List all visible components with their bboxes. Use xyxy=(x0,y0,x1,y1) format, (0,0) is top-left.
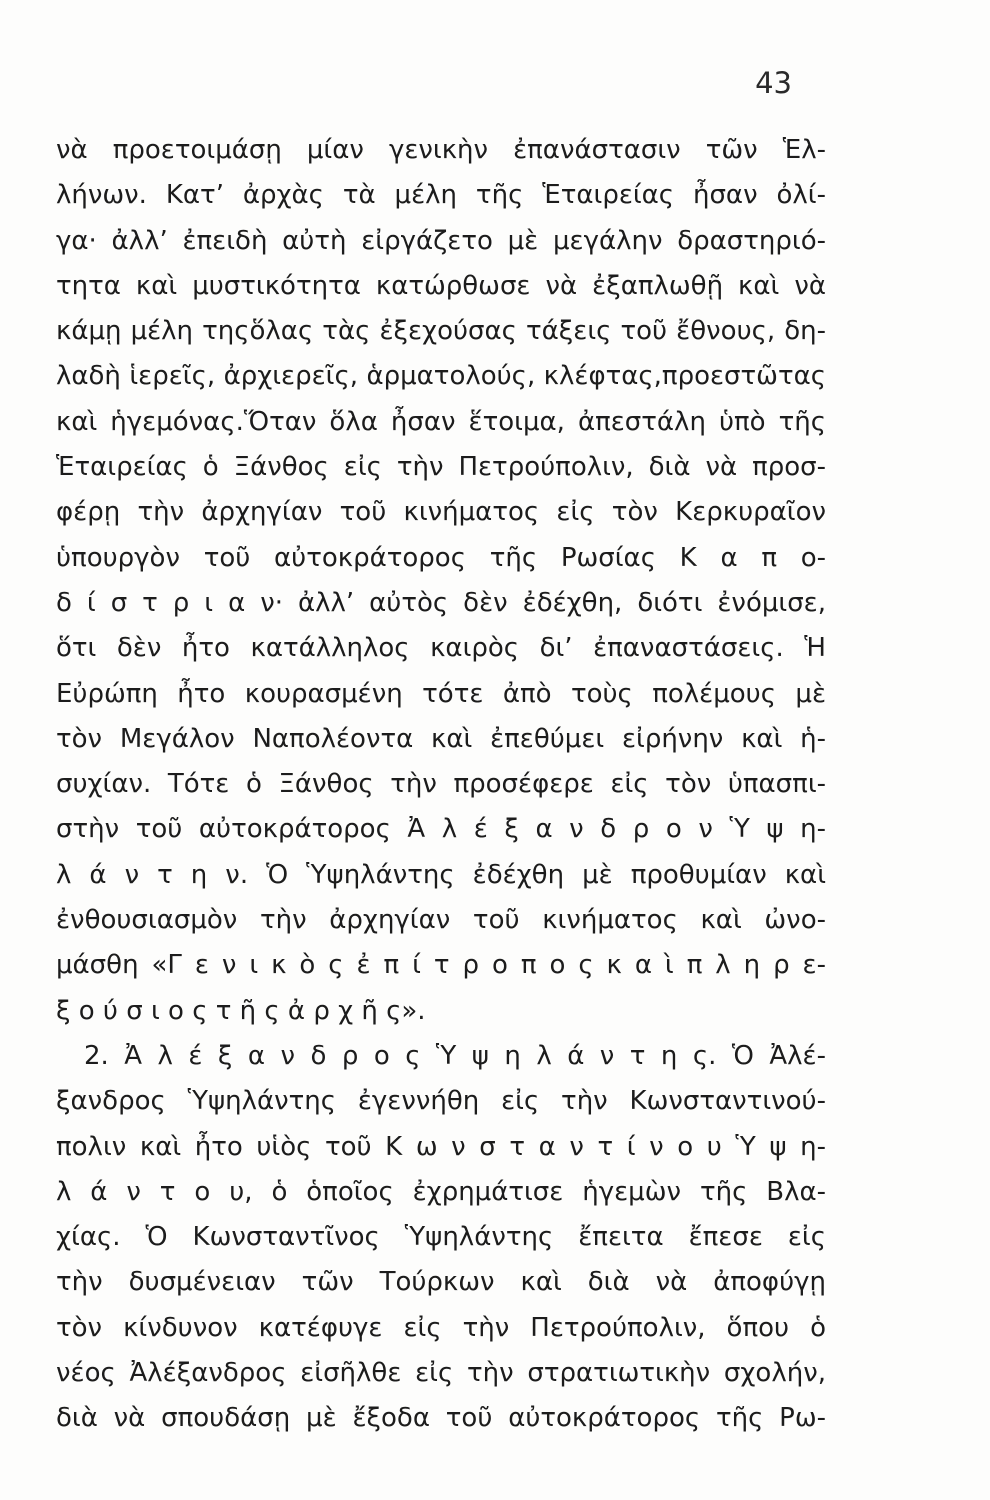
text-line: διὰ νὰ σπουδάσῃ μὲ ἔξοδα τοῦ αὐτοκράτορος τῆς Ρω- xyxy=(56,1403,826,1434)
text-line: συχίαν. Τότε ὁ Ξάνθος τὴν προσέφερε εἰς τὸν ὑπασπι- xyxy=(56,769,826,800)
text-line: δ ί σ τ ρ ι α ν· ἀλλ’ αὐτὸς δὲν ἐδέχθη, διότι ἐνόμισε, xyxy=(56,587,826,618)
text-line: κάμῃ μέλη τηςὅλας τὰς ἐξεχούσας τάξεις τοῦ ἔθνους, δη- xyxy=(56,316,826,347)
text-line: γα· ἀλλ’ ἐπειδὴ αὐτὴ εἰργάζετο μὲ μεγάλην δραστηριό- xyxy=(56,225,826,256)
text-line: νέος Ἀλέξανδρος εἰσῆλθε εἰς τὴν στρατιωτικὴν σχολήν, xyxy=(56,1358,826,1389)
text-line: ὅτι δὲν ἦτο κατάλληλος καιρὸς δι’ ἐπαναστάσεις. Ἡ xyxy=(56,633,826,664)
text-line: λήνων. Κατ’ ἀρχὰς τὰ μέλη τῆς Ἑταιρείας ἦσαν ὀλί- xyxy=(56,180,826,211)
text-line: τὸν κίνδυνον κατέφυγε εἰς τὴν Πετρούπολιν, ὅπου ὁ xyxy=(56,1312,826,1343)
text-line: στὴν τοῦ αὐτοκράτορος Ἀ λ έ ξ α ν δ ρ ο ν Ὑ ψ η- xyxy=(56,814,826,845)
text-line: ἐνθουσιασμὸν τὴν ἀρχηγίαν τοῦ κινήματος καὶ ὠνο- xyxy=(56,905,826,936)
text-line: ξανδρος Ὑψηλάντης ἐγεννήθη εἰς τὴν Κωνσταντινού- xyxy=(56,1086,826,1117)
text-line: χίας. Ὁ Κωνσταντῖνος Ὑψηλάντης ἔπειτα ἔπεσε εἰς xyxy=(56,1222,826,1253)
section-heading-line: 2. Ἀ λ έ ξ α ν δ ρ ο ς Ὑ ψ η λ ά ν τ η ς. Ὁ Ἀλέ- xyxy=(84,1040,826,1071)
text-line: τὴν δυσμένειαν τῶν Τούρκων καὶ διὰ νὰ ἀποφύγῃ xyxy=(56,1267,826,1298)
text-line: ὑπουργὸν τοῦ αὐτοκράτορος τῆς Ρωσίας Κ α π ο- xyxy=(56,542,826,573)
text-line: λαδὴ ἱερεῖς, ἀρχιερεῖς, ἁρματολούς, κλέφτας,προεστῶτας xyxy=(56,361,826,392)
text-line: λ ά ν τ ο υ, ὁ ὁποῖος ἐχρημάτισε ἡγεμὼν τῆς Βλα- xyxy=(56,1176,826,1207)
text-line: τητα καὶ μυστικότητα κατώρθωσε νὰ ἐξαπλωθῇ καὶ νὰ xyxy=(56,270,826,301)
text-line: μάσθη «Γ ε ν ι κ ὸ ς ἐ π ί τ ρ ο π ο ς κ α ὶ π λ η ρ ε- xyxy=(56,950,826,981)
page-number: 43 xyxy=(755,66,792,100)
text-line: λ ά ν τ η ν. Ὁ Ὑψηλάντης ἐδέχθη μὲ προθυμίαν καὶ xyxy=(56,859,826,890)
text-line: τὸν Μεγάλον Ναπολέοντα καὶ ἐπεθύμει εἰρήνην καὶ ἡ- xyxy=(56,723,826,754)
body-text xyxy=(56,128,826,1442)
text-line: πολιν καὶ ἦτο υἱὸς τοῦ Κ ω ν σ τ α ν τ ί ν ο υ Ὑ ψ η- xyxy=(56,1131,826,1162)
text-line: Εὐρώπη ἦτο κουρασμένη τότε ἀπὸ τοὺς πολέμους μὲ xyxy=(56,678,826,709)
text-line: νὰ προετοιμάσῃ μίαν γενικὴν ἐπανάστασιν τῶν Ἑλ- xyxy=(56,135,826,165)
text-line: Ἑταιρείας ὁ Ξάνθος εἰς τὴν Πετρούπολιν, διὰ νὰ προσ- xyxy=(56,452,826,483)
text-line: ξ ο ύ σ ι ο ς τ ῆ ς ἀ ρ χ ῆ ς». xyxy=(56,995,426,1026)
text-line: καὶ ἡγεμόνας.Ὅταν ὅλα ἦσαν ἕτοιμα, ἀπεστάλη ὑπὸ τῆς xyxy=(56,406,826,437)
text-line: φέρῃ τὴν ἀρχηγίαν τοῦ κινήματος εἰς τὸν Κερκυραῖον xyxy=(56,497,826,528)
